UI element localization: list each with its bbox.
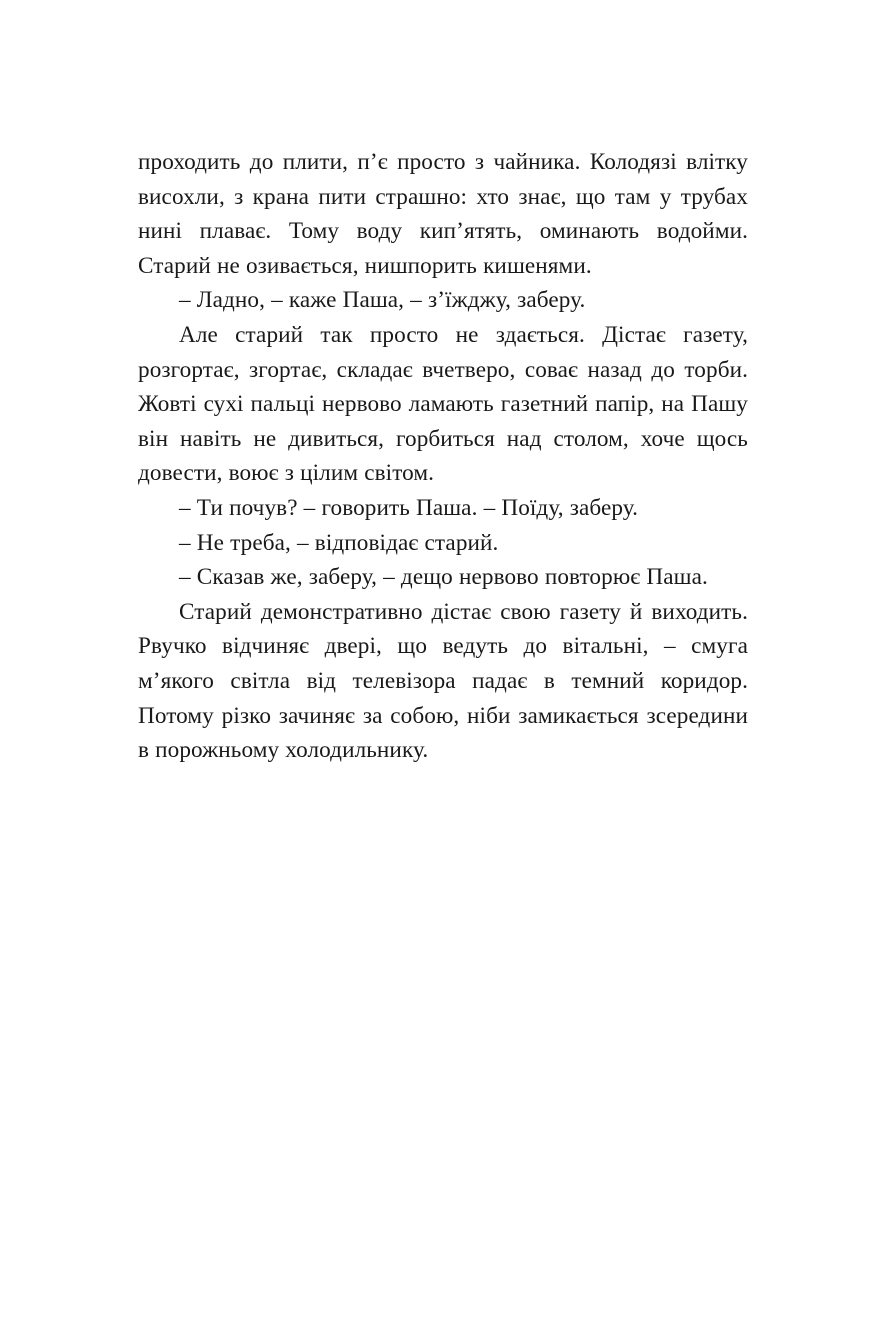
dialogue-line: – Ти почув? – говорить Паша. – Поїду, заберу. <box>179 494 638 521</box>
paragraph-continuation: проходить до плити, п’є просто з чайника. Колодязі влітку висохли, з крана пити страшно: хто знає, що там у трубах нині плаває. Тому воду кип’ятять, оминають водойми. Старий не озивається, нишпорить кишенями. <box>138 149 748 279</box>
paragraph-narrative: Старий демонстративно дістає свою газету й виходить. Рвучко відчиняє двері, що ведуть до вітальні, – смуга м’якого світла від телевізора падає в темний коридор. Потому різко зачиняє за собою, ніби замикається зсередини в порожньому холодильнику. <box>138 598 748 764</box>
dialogue-line: – Не треба, – відповідає старий. <box>179 529 499 556</box>
page-text-block <box>138 145 748 768</box>
dialogue-line: – Ладно, – каже Паша, – з’їжджу, заберу. <box>179 287 586 314</box>
dialogue-line: – Сказав же, заберу, – дещо нервово повторює Паша. <box>179 564 708 591</box>
paragraph-narrative: Але старий так просто не здається. Дістає газету, розгортає, згортає, складає вчетверо, соває назад до торби. Жовті сухі пальці нервово ламають газетний папір, на Пашу він навіть не дивиться, горбиться над столом, хоче щось довести, воює з цілим світом. <box>138 321 748 487</box>
